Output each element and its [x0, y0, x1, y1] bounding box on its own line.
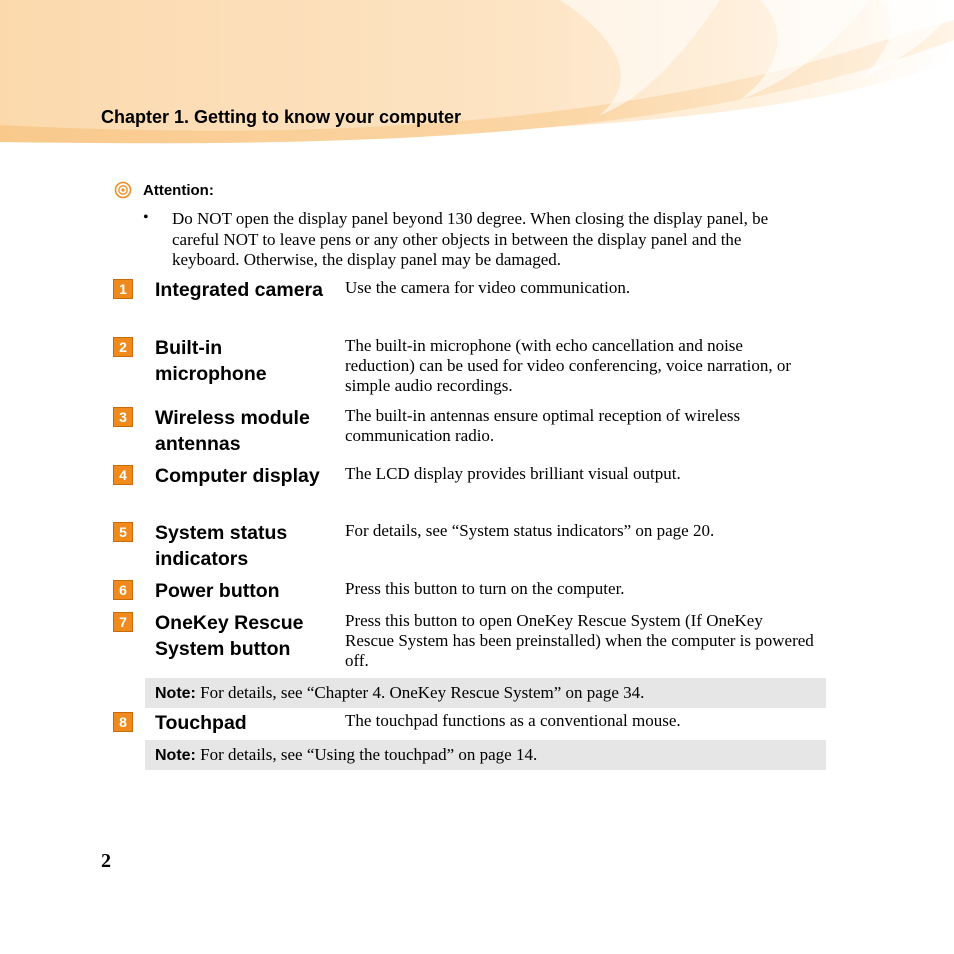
item-number-badge: 3 — [113, 407, 133, 427]
item-number-badge: 5 — [113, 522, 133, 542]
item-name: Computer display — [155, 465, 320, 487]
chapter-title: Chapter 1. Getting to know your computer — [101, 107, 462, 127]
item-number-badge: 7 — [113, 612, 133, 632]
item-name: Power button — [155, 580, 280, 602]
note-onekey-rescue — [145, 678, 826, 708]
item-description: The touchpad functions as a conventional mouse. — [345, 711, 681, 730]
item-description: The built-in microphone (with echo cancellation and noise reduction) can be used for video conferencing, voice narration, or simple audio recordings. — [345, 336, 792, 395]
item-description: For details, see “System status indicators” on page 20. — [345, 521, 715, 540]
item-description: Press this button to open OneKey Rescue System (If OneKey Rescue System has been preinstalled) when the computer is powered off. — [345, 611, 814, 670]
item-name: Wireless module antennas — [155, 407, 310, 455]
attention-label: Attention: — [143, 181, 214, 199]
item-name: Touchpad — [155, 712, 247, 734]
attention-bullet-text: Do NOT open the display panel beyond 130 degree. When closing the display panel, be careful NOT to leave pens or any other objects in between the display panel and the keyboard. Otherwise, the display panel may be damaged. — [172, 209, 769, 269]
note-label: Note: — [155, 747, 196, 764]
item-description: The built-in antennas ensure optimal reception of wireless communication radio. — [345, 406, 741, 445]
item-name: Built-in microphone — [155, 337, 267, 385]
attention-heading — [114, 181, 214, 199]
note-text: For details, see “Using the touchpad” on page 14. — [195, 745, 538, 764]
attention-circle-icon — [114, 181, 132, 199]
page-number: 2 — [101, 850, 111, 872]
item-name: System status indicators — [155, 522, 288, 570]
item-description: Press this button to turn on the computer. — [345, 579, 625, 598]
item-number-badge: 2 — [113, 337, 133, 357]
note-text: For details, see “Chapter 4. OneKey Rescue System” on page 34. — [195, 683, 645, 702]
note-label: Note: — [155, 685, 196, 702]
item-number-badge: 6 — [113, 580, 133, 600]
item-description: Use the camera for video communication. — [345, 278, 631, 297]
item-number-badge: 4 — [113, 465, 133, 485]
item-name: Integrated camera — [155, 279, 323, 301]
bullet-marker: • — [143, 209, 149, 226]
item-name: OneKey Rescue System button — [155, 612, 304, 660]
note-touchpad — [145, 740, 826, 770]
item-number-badge: 1 — [113, 279, 133, 299]
item-number-badge: 8 — [113, 712, 133, 732]
item-description: The LCD display provides brilliant visual output. — [345, 464, 681, 483]
